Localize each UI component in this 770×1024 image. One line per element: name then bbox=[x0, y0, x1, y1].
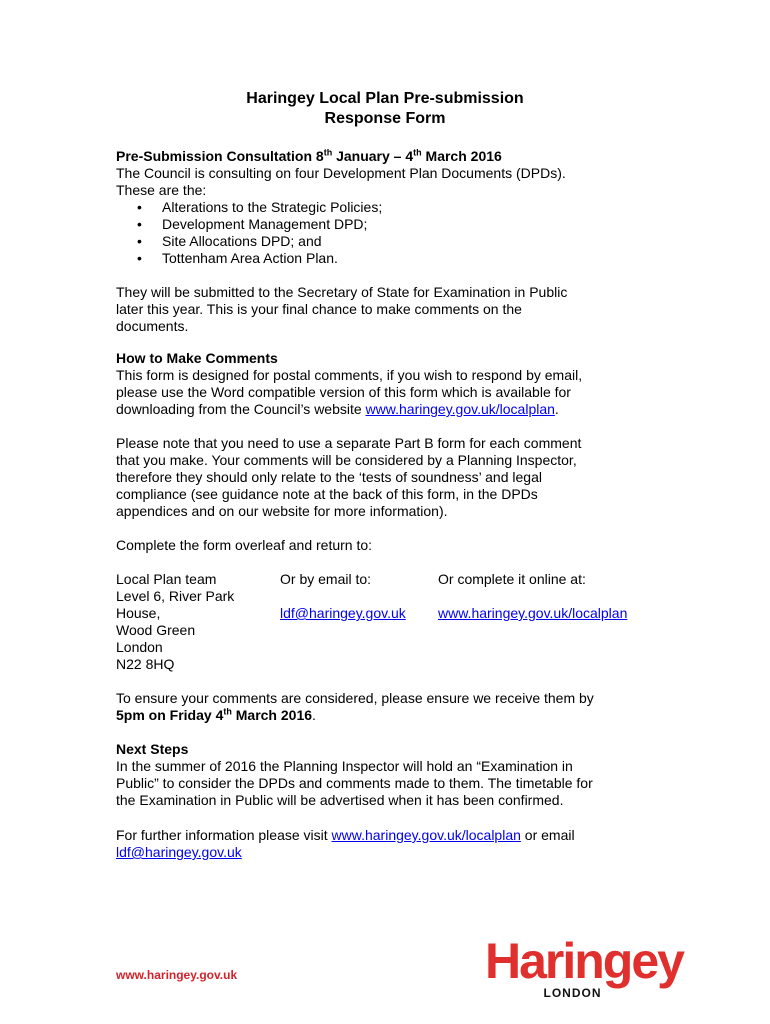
deadline-line2: 5pm on Friday 4th March 2016. bbox=[116, 706, 316, 723]
further-info-section bbox=[116, 827, 676, 861]
complete-instruction: Complete the form overleaf and return to: bbox=[116, 537, 373, 553]
submission-text-line2: later this year. This is your final chance to make comments on the bbox=[116, 301, 522, 317]
how-to-heading: How to Make Comments bbox=[116, 350, 278, 366]
online-option bbox=[438, 571, 678, 622]
page-title-line2: Response Form bbox=[324, 110, 446, 127]
note-line1: Please note that you need to use a separate Part B form for each comment bbox=[116, 435, 582, 451]
list-item: • Site Allocations DPD; and bbox=[116, 233, 676, 250]
next-line3: the Examination in Public will be advertised when it has been confirmed. bbox=[116, 792, 564, 808]
deadline-section bbox=[116, 690, 676, 724]
logo-wordmark: Haringey bbox=[485, 933, 683, 989]
deadline-line1: To ensure your comments are considered, please ensure we receive them by bbox=[116, 690, 594, 706]
online-label: Or complete it online at: bbox=[438, 571, 586, 587]
consultation-heading: Pre-Submission Consultation 8th January – 4th March 2016 bbox=[116, 147, 502, 164]
note-line4: compliance (see guidance note at the back of this form, in the DPDs bbox=[116, 486, 538, 502]
localplan-link[interactable]: www.haringey.gov.uk/localplan bbox=[365, 401, 555, 417]
list-item: • Development Management DPD; bbox=[116, 216, 676, 233]
online-link[interactable]: www.haringey.gov.uk/localplan bbox=[438, 605, 628, 621]
further-line1: For further information please visit www.haringey.gov.uk/localplan or email bbox=[116, 827, 575, 843]
next-line2: Public” to consider the DPDs and comments made to them. The timetable for bbox=[116, 775, 593, 791]
email-label: Or by email to: bbox=[280, 571, 372, 587]
list-item: • Alterations to the Strategic Policies; bbox=[116, 199, 676, 216]
email-link[interactable]: ldf@haringey.gov.uk bbox=[280, 605, 406, 621]
submission-text-line1: They will be submitted to the Secretary of State for Examination in Public bbox=[116, 284, 568, 300]
note-line5: appendices and on our website for more information). bbox=[116, 503, 448, 519]
how-text-line2: please use the Word compatible version of this form which is available for bbox=[116, 384, 571, 400]
further-localplan-link[interactable]: www.haringey.gov.uk/localplan bbox=[331, 827, 521, 843]
submission-text-line3: documents. bbox=[116, 318, 189, 334]
footer-url[interactable]: www.haringey.gov.uk bbox=[116, 968, 238, 982]
dpd-list bbox=[116, 199, 676, 267]
list-item: • Tottenham Area Action Plan. bbox=[116, 250, 676, 267]
postal-address bbox=[116, 571, 276, 673]
address-line: Wood Green bbox=[116, 622, 196, 638]
address-line: N22 8HQ bbox=[116, 656, 175, 672]
address-line: Local Plan team bbox=[116, 571, 217, 587]
next-steps-heading: Next Steps bbox=[116, 741, 189, 757]
haringey-logo bbox=[485, 933, 683, 1005]
how-to-section bbox=[116, 350, 676, 554]
consultation-section bbox=[116, 148, 676, 335]
consultation-intro-line2: These are the: bbox=[116, 182, 207, 198]
how-text-line3: downloading from the Council’s website www.haringey.gov.uk/localplan. bbox=[116, 401, 559, 417]
note-line3: therefore they should only relate to the ‘tests of soundness’ and legal bbox=[116, 469, 542, 485]
address-line: House, bbox=[116, 605, 161, 621]
address-line: London bbox=[116, 639, 163, 655]
logo-subtitle: LONDON bbox=[543, 986, 602, 1000]
address-line: Level 6, River Park bbox=[116, 588, 235, 604]
next-line1: In the summer of 2016 the Planning Inspector will hold an “Examination in bbox=[116, 758, 573, 774]
email-option bbox=[280, 571, 430, 622]
note-line2: that you make. Your comments will be considered by a Planning Inspector, bbox=[116, 452, 577, 468]
next-steps-section bbox=[116, 741, 676, 809]
how-text-line1: This form is designed for postal comments, if you wish to respond by email, bbox=[116, 367, 583, 383]
consultation-intro-line1: The Council is consulting on four Development Plan Documents (DPDs). bbox=[116, 165, 566, 181]
page-title-line1: Haringey Local Plan Pre-submission bbox=[246, 90, 524, 107]
further-email-link[interactable]: ldf@haringey.gov.uk bbox=[116, 844, 242, 860]
